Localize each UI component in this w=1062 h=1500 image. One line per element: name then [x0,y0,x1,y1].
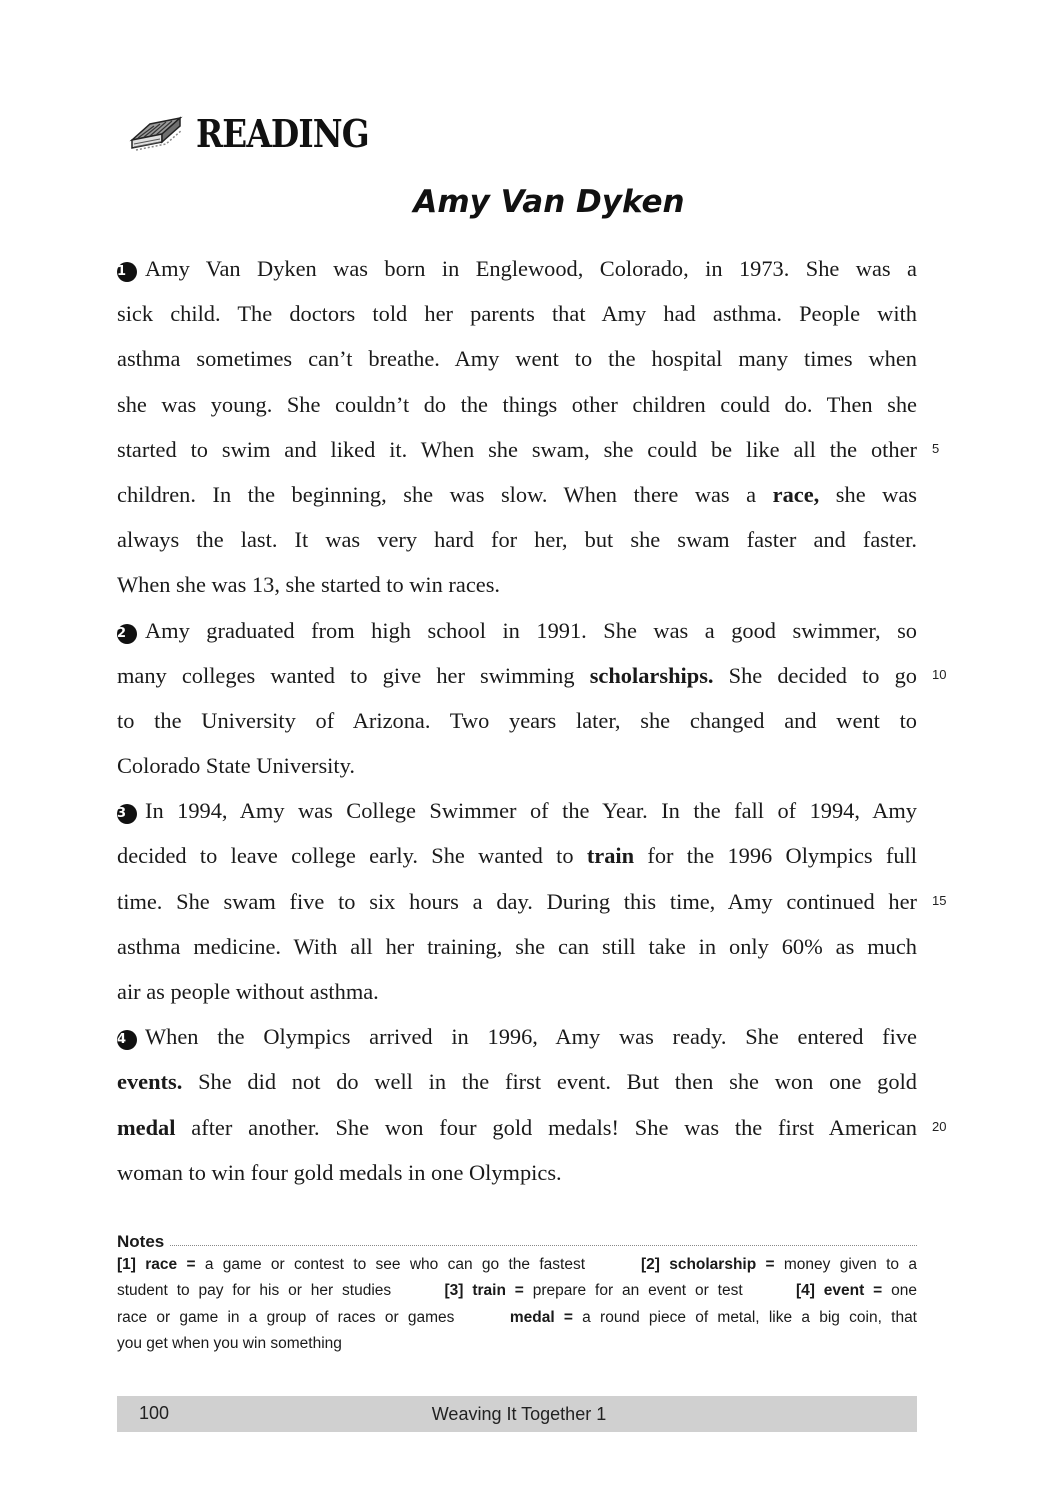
text-line [117,1150,917,1195]
note-definition: you get when you win something [117,1334,342,1352]
text-segment: Colorado State University. [117,753,355,779]
notes-title: Notes [117,1232,165,1251]
paragraph-number: 2 [117,624,137,644]
notes-line [117,1252,917,1278]
line-number: 15 [932,892,947,908]
text-line [117,653,917,698]
text-segment: decided to leave college early. She wanted to [117,843,587,869]
notes-line [117,1278,917,1304]
text-line [117,427,917,472]
note-definition: a round piece of metal, like a big coin, that [572,1308,917,1326]
reading-passage [117,246,917,1195]
note-definition: prepare for an event or test [523,1282,796,1300]
text-segment: Amy Van Dyken was born in Englewood, Colorado, in 1973. She was a [145,256,917,281]
paragraph-number: 1 [117,262,137,282]
text-segment: many colleges wanted to give her swimming [117,662,590,688]
notes-header [117,1230,917,1252]
paragraph-number: 3 [117,804,137,824]
text-segment: always the last. It was very hard for her, but she swam faster and faster. [117,527,917,553]
note-term: [3] train = [444,1282,524,1300]
note-term: [4] event = [795,1282,883,1300]
text-line [117,1014,917,1059]
text-segment: She decided to go [713,662,917,688]
line-number: 5 [932,440,940,456]
note-term: [1] race = [117,1256,196,1273]
text-line [117,879,917,924]
note-definition: money given to a [774,1256,917,1273]
text-line [117,1105,917,1150]
text-segment: When she was 13, she started to win races. [117,572,501,598]
text-line [117,833,917,878]
text-segment: Amy graduated from high school in 1991. She was a good swimmer, so [145,617,917,643]
vocabulary-word: events. [117,1069,183,1095]
section-title: READING [196,110,369,156]
text-line [117,562,917,607]
text-segment: time. She swam five to six hours a day. During this time, Amy continued her [117,888,917,914]
text-line [117,1059,917,1104]
text-segment: after another. She won four gold medals! She was the first American [175,1114,917,1140]
notes-line [117,1305,917,1331]
text-line [117,608,917,653]
text-line [117,472,917,517]
text-segment: she was [819,481,917,507]
text-segment: When the Olympics arrived in 1996, Amy was ready. She entered five [145,1024,917,1050]
paragraph-number: 4 [117,1030,137,1050]
line-number: 20 [932,1118,947,1134]
text-line [117,788,917,833]
text-line [117,246,917,291]
vocabulary-word: race, [772,481,820,507]
text-segment: air as people without asthma. [117,979,379,1004]
text-segment: sick child. The doctors told her parents that Amy had asthma. People with [117,301,917,327]
notes-divider [170,1245,917,1246]
text-line [117,924,917,969]
text-line [117,743,917,788]
text-line [117,382,917,427]
notes-body [117,1252,917,1357]
note-definition: race or game in a group of races or games [117,1308,510,1326]
text-segment: to the University of Arizona. Two years later, she changed and went to [117,707,917,733]
note-definition: a game or contest to see who can go the fastest [195,1256,641,1273]
notes-line [117,1331,917,1357]
text-segment: started to swim and liked it. When she swam, she could be like all the other [117,436,917,462]
text-segment: for the 1996 Olympics full [634,843,917,869]
vocabulary-word: medal [117,1114,176,1140]
note-term: medal = [509,1308,573,1326]
note-definition: one [882,1282,917,1300]
text-line [117,517,917,562]
vocabulary-word: train [586,843,635,869]
text-segment: she was young. She couldn’t do the things other children could do. Then she [117,391,917,417]
text-segment: asthma medicine. With all her training, she can still take in only 60% as much [117,933,917,959]
page-footer [117,1396,917,1432]
note-term: [2] scholarship = [640,1256,775,1273]
article-title: Amy Van Dyken [413,184,685,220]
open-book-icon [126,110,186,156]
notes-section [117,1230,917,1357]
text-line [117,291,917,336]
text-segment: In 1994, Amy was College Swimmer of the Year. In the fall of 1994, Amy [145,798,917,824]
vocabulary-word: scholarships. [589,662,714,688]
text-line [117,969,917,1014]
text-line [117,698,917,743]
section-header [126,108,397,158]
text-segment: children. In the beginning, she was slow. When there was a [117,481,773,507]
text-line [117,336,917,381]
page-number: 100 [139,1403,170,1423]
text-segment: She did not do well in the first event. But then she won one gold [182,1069,917,1095]
note-definition: student to pay for his or her studies [117,1282,445,1300]
line-number: 10 [932,666,947,682]
book-title: Weaving It Together 1 [431,1404,607,1424]
text-segment: woman to win four gold medals in one Olympics. [117,1159,562,1185]
text-segment: asthma sometimes can’t breathe. Amy went to the hospital many times when [117,346,917,372]
